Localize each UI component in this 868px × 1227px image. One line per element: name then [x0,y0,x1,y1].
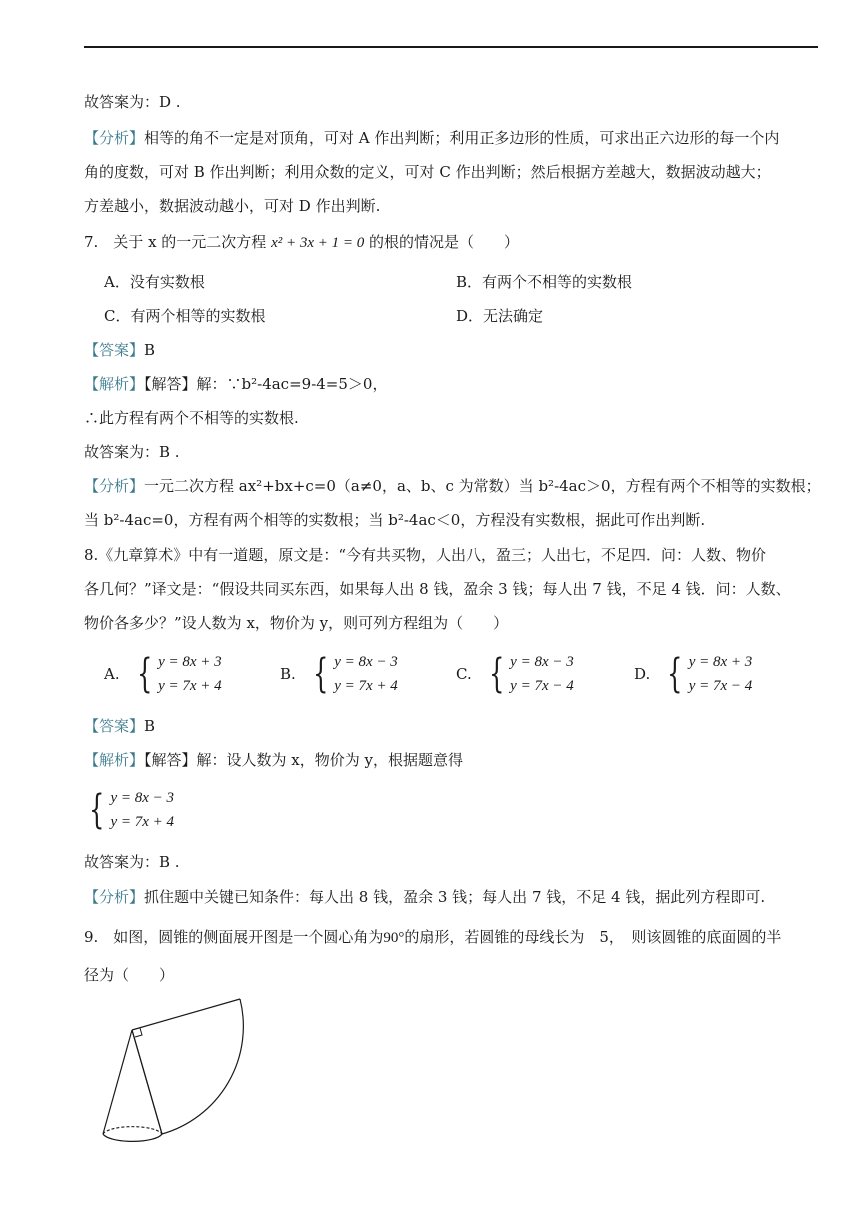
cone-base-back [103,1127,162,1134]
q7-prefix: 7. 关于 x 的一元二次方程 [84,233,272,251]
answer-value: B [144,717,156,735]
equation: y = 8x + 3 [688,654,753,670]
cone-sector-figure [100,994,260,1154]
brace-icon: { [89,787,105,833]
option-label: D. [634,665,651,683]
cone-base-front [103,1134,162,1141]
q7-option-a: A．没有实数根 [104,273,205,291]
sector-arc [162,999,243,1134]
equation-system [689,650,753,698]
answer-q8 [84,716,155,736]
answer-line-q6: 故答案为：D . [84,93,181,111]
q7-suffix: 的根的情况是（ ） [364,233,520,251]
q8-option-b [280,650,398,698]
analysis-q8 [84,887,765,907]
explanation-tag: 【解析】 [84,751,145,769]
option-label: C. [456,665,472,683]
q7-option-c: C．有两个相等的实数根 [104,307,266,325]
therefore-line: ∴此方程有两个不相等的实数根. [84,409,299,427]
question-8-line3: 物价各多少？”设人数为 x，物价为 y，则可列方程组为（ ） [84,614,509,632]
analysis-q6-line2: 角的度数，可对 B 作出判断；利用众数的定义，可对 C 作出判断；然后根据方差越大，数据波动越大； [84,163,771,181]
equation: y = 7x − 4 [688,678,753,694]
q9-suffix: 的扇形，若圆锥的母线长为 5， 则该圆锥的底面圆的半 [404,928,782,946]
explanation-text: 【解答】解：设人数为 x，物价为 y，根据题意得 [144,751,463,769]
analysis-q6-line3: 方差越小，数据波动越小，可对 D 作出判断. [84,197,381,215]
q8-solution-system [84,786,174,834]
q9-prefix: 9. 如图，圆锥的侧面展开图是一个圆心角为 [84,928,384,946]
q8-option-d [634,650,752,698]
q8-option-c [456,650,574,698]
answer-tag: 【答案】 [84,717,145,735]
question-9-line2: 径为（ ） [84,966,175,984]
analysis-q7-line1 [84,476,821,496]
answer-q7 [84,340,155,360]
equation: y = 7x − 4 [510,678,574,694]
brace-icon: { [667,651,683,697]
brace-icon: { [136,651,152,697]
equation: y = 8x − 3 [510,654,574,670]
answer-value: B [144,341,156,359]
equation: y = 7x + 4 [110,814,175,830]
equation-system [510,650,574,698]
analysis-q7-line2: 当 b²-4ac=0，方程有两个相等的实数根；当 b²-4ac＜0，方程没有实数根，据此可作出判断. [84,511,706,529]
explanation-q7 [84,374,387,394]
question-8-line1: 8.《九章算术》中有一道题，原文是：“今有共买物，人出八，盈三；人出七，不足四．问：人数、物价 [84,546,766,564]
analysis-text: 抓住题中关键已知条件：每人出 8 钱，盈余 3 钱；每人出 7 钱，不足 4 钱，据此列方程即可. [144,888,766,906]
equation: y = 8x − 3 [110,790,175,806]
question-7 [84,232,519,253]
analysis-tag: 【分析】 [84,129,145,147]
explanation-q8 [84,750,463,770]
equation: y = 8x + 3 [158,654,222,670]
brace-icon: { [312,651,329,697]
answer-tag: 【答案】 [84,341,145,359]
question-9-line1 [84,927,781,948]
question-8-line2: 各几何？”译文是：“假设共同买东西，如果每人出 8 钱，盈余 3 钱；每人出 7 钱，不足 4 钱．问：人数、 [84,580,791,598]
sector-radius-top [132,999,240,1030]
option-label: B. [280,665,296,683]
analysis-tag: 【分析】 [84,477,145,495]
answer-line-q7: 故答案为：B . [84,443,180,461]
sector-radius-bottom [132,1030,162,1134]
header-rule [84,46,818,48]
analysis-q6-line1 [84,128,779,148]
q9-angle: 90° [383,930,405,946]
q7-option-b: B．有两个不相等的实数根 [456,273,633,291]
equation: y = 8x − 3 [334,654,398,670]
q8-option-a [104,650,222,698]
q7-equation: x² + 3x + 1 = 0 [271,235,365,251]
analysis-tag: 【分析】 [84,888,145,906]
brace-icon: { [488,651,505,697]
analysis-text: 相等的角不一定是对顶角，可对 A 作出判断；利用正多边形的性质，可求出正六边形的每一个内 [144,129,780,147]
explanation-text: 【解答】解：∵b²-4ac=9-4=5＞0， [144,375,388,393]
q7-option-d: D．无法确定 [456,307,544,325]
equation-system [334,650,398,698]
answer-line-q8: 故答案为：B . [84,853,180,871]
analysis-text: 一元二次方程 ax²+bx+c=0（a≠0，a、b、c 为常数）当 b²-4ac＞0，方程有两个不相等的实数根； [144,477,821,495]
equation: y = 7x + 4 [334,678,398,694]
cone-side-left [103,1030,132,1134]
equation-system [158,650,222,698]
equation-system [110,786,174,834]
equation: y = 7x + 4 [158,678,222,694]
option-label: A. [104,665,120,683]
explanation-tag: 【解析】 [84,375,145,393]
